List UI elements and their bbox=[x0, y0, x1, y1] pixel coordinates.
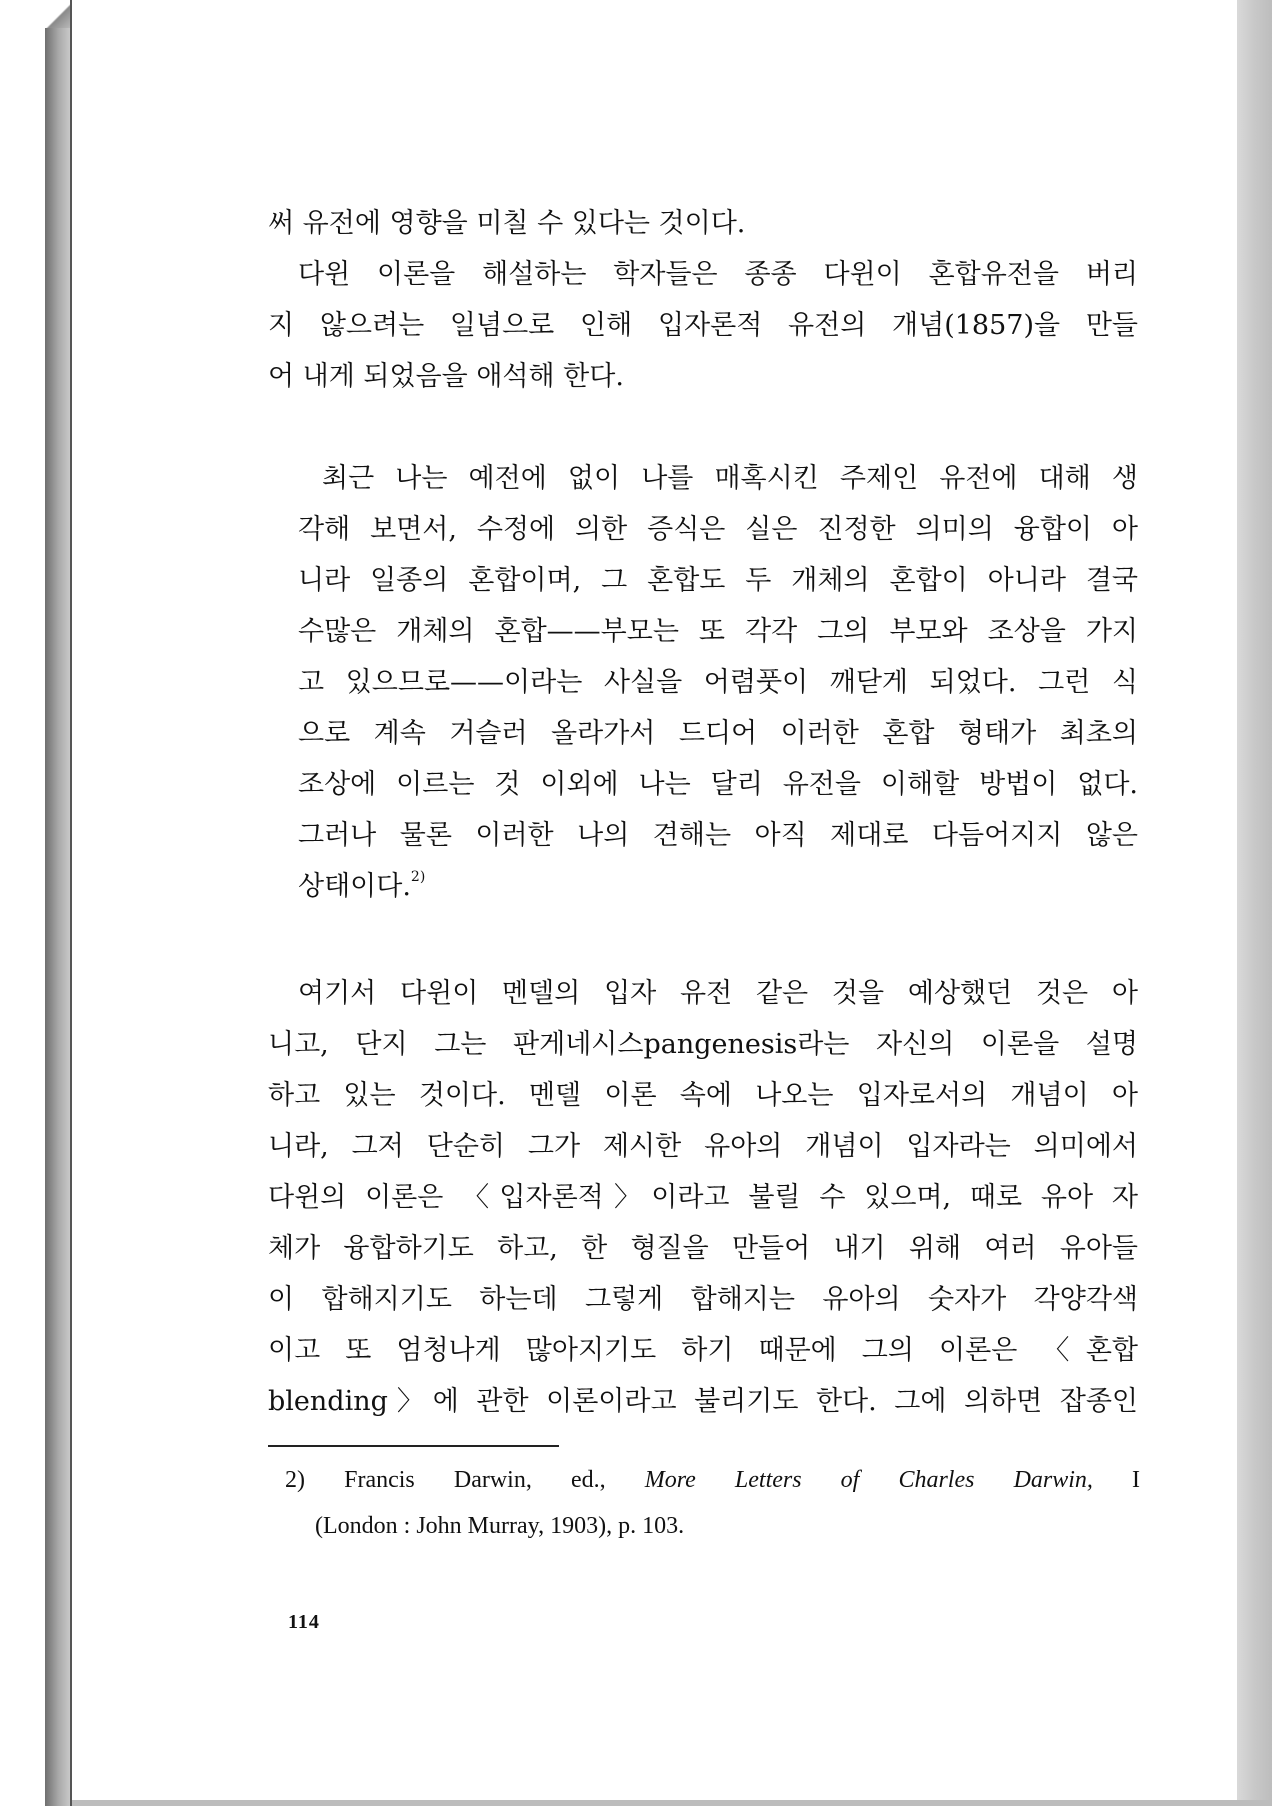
text-line: 이고 또 엄청나게 많아지기도 하기 때문에 그의 이론은 〈혼합 bbox=[268, 1335, 1138, 1366]
footnote-volume: I bbox=[1132, 1467, 1141, 1493]
text-line: 수많은 개체의 혼합——부모는 또 각각 그의 부모와 조상을 가지 bbox=[298, 616, 1138, 647]
page-binding-line bbox=[70, 0, 72, 1806]
page-right-edge bbox=[1237, 0, 1272, 1806]
footnote-reference[interactable]: 2) bbox=[410, 869, 426, 885]
text-line: 어 내게 되었음을 애석해 한다. bbox=[268, 361, 624, 392]
footnote-number: 2) bbox=[285, 1467, 305, 1493]
text-line: 다윈 이론을 해설하는 학자들은 종종 다윈이 혼합유전을 버리 bbox=[298, 259, 1138, 290]
footnote-line bbox=[285, 1457, 1140, 1503]
text-fragment: 상태이다. bbox=[298, 871, 411, 902]
text-line: 최근 나는 예전에 없이 나를 매혹시킨 주제인 유전에 대해 생 bbox=[322, 463, 1138, 494]
text-line: 다윈의 이론은 〈입자론적〉이라고 불릴 수 있으며, 때로 유아 자 bbox=[268, 1182, 1138, 1213]
text-line-last bbox=[298, 861, 1138, 912]
text-line: 니라, 그저 단순히 그가 제시한 유아의 개념이 입자라는 의미에서 bbox=[268, 1131, 1138, 1162]
footnote bbox=[285, 1457, 1140, 1549]
page-bottom-edge bbox=[72, 1800, 1272, 1806]
text-line: blending〉에 관한 이론이라고 불리기도 한다. 그에 의하면 잡종인 bbox=[268, 1386, 1138, 1417]
text-line: 으로 계속 거슬러 올라가서 드디어 이러한 혼합 형태가 최초의 bbox=[298, 718, 1138, 749]
footnote-publication: (London : John Murray, 1903), p. 103. bbox=[315, 1513, 685, 1539]
text-line: 여기서 다윈이 멘델의 입자 유전 같은 것을 예상했던 것은 아 bbox=[298, 978, 1138, 1009]
text-line: 조상에 이르는 것 이외에 나는 달리 유전을 이해할 방법이 없다. bbox=[298, 769, 1138, 800]
page-number: 114 bbox=[288, 1611, 320, 1633]
paragraph-intro bbox=[268, 198, 1138, 402]
block-quote bbox=[298, 453, 1138, 912]
text-line: 써 유전에 영향을 미칠 수 있다는 것이다. bbox=[268, 208, 746, 239]
text-line: 니라 일종의 혼합이며, 그 혼합도 두 개체의 혼합이 아니라 결국 bbox=[298, 565, 1138, 596]
text-line: 하고 있는 것이다. 멘델 이론 속에 나오는 입자로서의 개념이 아 bbox=[268, 1080, 1138, 1111]
text-line: 고 있으므로——이라는 사실을 어렴풋이 깨닫게 되었다. 그런 식 bbox=[298, 667, 1138, 698]
footnote-author: Francis Darwin, ed., bbox=[344, 1467, 606, 1493]
text-line: 그러나 물론 이러한 나의 견해는 아직 제대로 다듬어지지 않은 bbox=[298, 820, 1138, 851]
text-line: 지 않으려는 일념으로 인해 입자론적 유전의 개념(1857)을 만들 bbox=[268, 310, 1138, 341]
footnote-divider bbox=[268, 1445, 559, 1447]
text-line: 니고, 단지 그는 판게네시스pangenesis라는 자신의 이론을 설명 bbox=[268, 1029, 1138, 1060]
text-line: 이 합해지기도 하는데 그렇게 합해지는 유아의 숫자가 각양각색 bbox=[268, 1284, 1138, 1315]
text-line: 각해 보면서, 수정에 의한 증식은 실은 진정한 의미의 융합이 아 bbox=[298, 514, 1138, 545]
text-line: 체가 융합하기도 하고, 한 형질을 만들어 내기 위해 여러 유아들 bbox=[268, 1233, 1138, 1264]
paragraph-commentary bbox=[268, 968, 1138, 1427]
footnote-title: More Letters of Charles Darwin, bbox=[644, 1467, 1093, 1493]
